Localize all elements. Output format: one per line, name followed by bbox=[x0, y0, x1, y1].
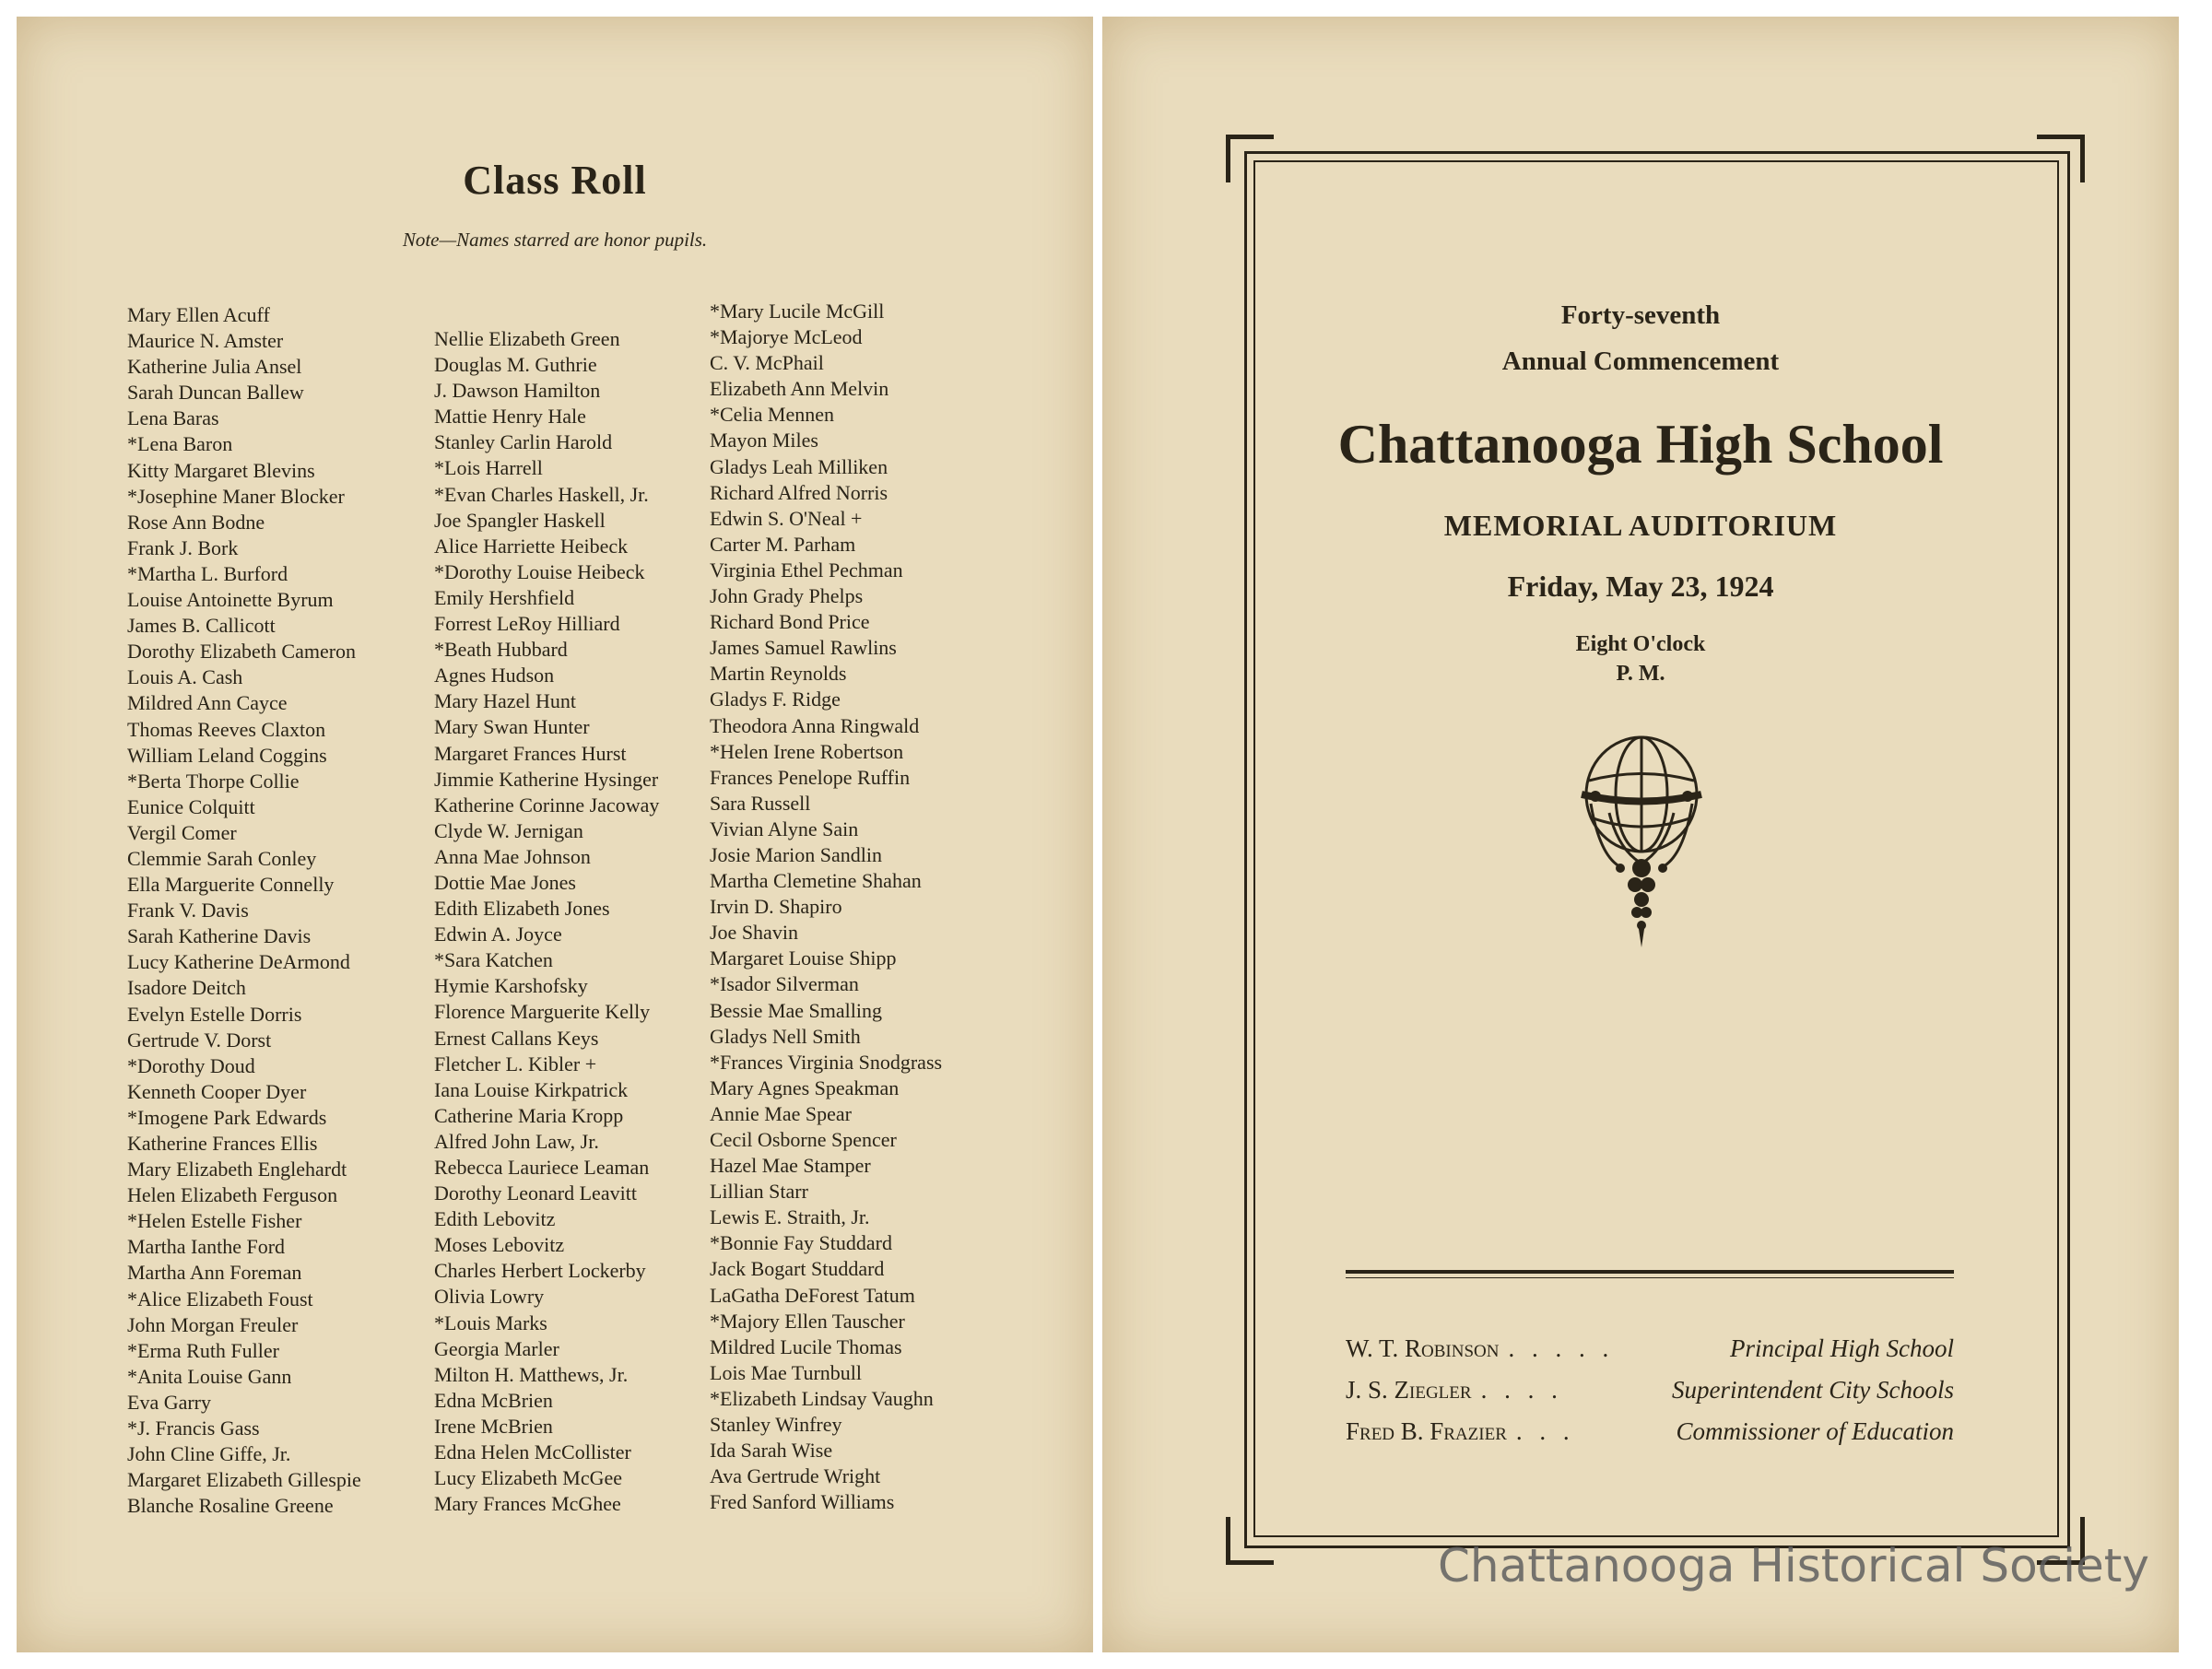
graduate-name: Edith Lebovitz bbox=[434, 1207, 556, 1231]
graduate-name: Mary Ellen Acuff bbox=[127, 303, 270, 326]
graduate-name: John Morgan Freuler bbox=[127, 1312, 299, 1336]
official-title: Superintendent City Schools bbox=[1672, 1376, 1954, 1404]
graduate-name: Margaret Elizabeth Gillespie bbox=[127, 1468, 361, 1492]
divider-rule bbox=[1346, 1270, 1954, 1274]
graduate-name: *Elizabeth Lindsay Vaughn bbox=[710, 1386, 934, 1410]
graduate-name: Mildred Lucile Thomas bbox=[710, 1334, 902, 1358]
honor-note: Note—Names starred are honor pupils. bbox=[402, 229, 708, 251]
graduate-name: Edith Elizabeth Jones bbox=[434, 897, 610, 921]
graduate-name: *Majory Ellen Tauscher bbox=[710, 1309, 905, 1333]
graduate-name: Lena Baras bbox=[127, 406, 219, 430]
graduate-name: Stanley Carlin Harold bbox=[434, 430, 613, 454]
graduate-name: Mary Frances McGhee bbox=[434, 1492, 621, 1516]
graduate-name: Margaret Frances Hurst bbox=[434, 741, 627, 765]
graduate-name: Nellie Elizabeth Green bbox=[434, 327, 620, 350]
graduate-name: Helen Elizabeth Ferguson bbox=[127, 1183, 338, 1207]
graduate-name: Virginia Ethel Pechman bbox=[710, 558, 903, 582]
graduate-name: *Bonnie Fay Studdard bbox=[710, 1231, 892, 1255]
graduate-name: Martin Reynolds bbox=[710, 662, 847, 686]
graduate-name: Mattie Henry Hale bbox=[434, 405, 586, 429]
graduate-name: *Beath Hubbard bbox=[434, 638, 568, 662]
graduate-name: Fred Sanford Williams bbox=[710, 1490, 895, 1514]
ornamental-globe-emblem-icon bbox=[1572, 730, 1711, 951]
graduate-name: Vivian Alyne Sain bbox=[710, 817, 859, 840]
graduate-name: *Dorothy Doud bbox=[127, 1053, 255, 1077]
graduate-name: Edwin A. Joyce bbox=[434, 923, 562, 946]
graduate-name: Forrest LeRoy Hilliard bbox=[434, 612, 620, 636]
graduate-name: Mildred Ann Cayce bbox=[127, 691, 288, 715]
graduate-name: *Berta Thorpe Collie bbox=[127, 769, 300, 793]
graduate-name: Clemmie Sarah Conley bbox=[127, 846, 317, 870]
graduate-name: Edna McBrien bbox=[434, 1388, 553, 1412]
graduate-name: Maurice N. Amster bbox=[127, 329, 284, 353]
graduate-name: *Isador Silverman bbox=[710, 972, 859, 996]
graduate-name: *Frances Virginia Snodgrass bbox=[710, 1050, 943, 1074]
graduate-name: Martha Ann Foreman bbox=[127, 1261, 302, 1285]
graduate-name: Irene McBrien bbox=[434, 1414, 553, 1438]
graduate-name: Milton H. Matthews, Jr. bbox=[434, 1362, 629, 1386]
graduate-name: Emily Hershfield bbox=[434, 585, 575, 609]
graduate-name: Dottie Mae Jones bbox=[434, 870, 576, 894]
event-date: Friday, May 23, 1924 bbox=[1507, 570, 1774, 603]
graduate-name: *Josephine Maner Blocker bbox=[127, 484, 345, 508]
official-row bbox=[1346, 1417, 1954, 1459]
graduate-name: Rose Ann Bodne bbox=[127, 510, 265, 534]
graduate-name: *Anita Louise Gann bbox=[127, 1364, 292, 1388]
graduate-name: James B. Callicott bbox=[127, 614, 276, 638]
graduate-name: Mary Hazel Hunt bbox=[434, 689, 576, 713]
graduate-name: Charles Herbert Lockerby bbox=[434, 1259, 646, 1283]
graduate-name: Florence Marguerite Kelly bbox=[434, 1000, 651, 1024]
graduate-name: LaGatha DeForest Tatum bbox=[710, 1283, 915, 1307]
graduate-name: *Imogene Park Edwards bbox=[127, 1105, 327, 1129]
official-name: J. S. Ziegler bbox=[1346, 1376, 1472, 1404]
graduate-name: Martha Clemetine Shahan bbox=[710, 869, 922, 893]
graduate-name: Vergil Comer bbox=[127, 820, 237, 844]
graduate-name: *Louis Marks bbox=[434, 1311, 547, 1334]
event-meridiem: P. M. bbox=[1616, 662, 1665, 686]
leader-dots: . . . bbox=[1515, 1417, 1575, 1445]
graduate-name: *J. Francis Gass bbox=[127, 1416, 260, 1440]
graduate-name: Mary Agnes Speakman bbox=[710, 1075, 900, 1099]
graduate-name: Gladys F. Ridge bbox=[710, 688, 841, 711]
graduate-name: Katherine Julia Ansel bbox=[127, 355, 302, 379]
anniversary-line: Forty-seventh bbox=[1560, 300, 1721, 330]
official-row bbox=[1346, 1376, 1954, 1417]
graduate-name: Dorothy Elizabeth Cameron bbox=[127, 640, 357, 664]
graduate-name: Bessie Mae Smalling bbox=[710, 998, 882, 1022]
graduate-name: *Alice Elizabeth Foust bbox=[127, 1287, 313, 1311]
graduate-name: Ava Gertrude Wright bbox=[710, 1464, 881, 1488]
graduate-name: Margaret Louise Shipp bbox=[710, 946, 897, 970]
graduate-name: Frances Penelope Ruffin bbox=[710, 765, 911, 789]
graduate-name: Jimmie Katherine Hysinger bbox=[434, 767, 659, 791]
graduate-name: *Majorye McLeod bbox=[710, 325, 863, 349]
graduate-name: Dorothy Leonard Leavitt bbox=[434, 1181, 637, 1205]
divider-rule bbox=[1346, 1277, 1954, 1278]
graduate-name: Edna Helen McCollister bbox=[434, 1440, 631, 1464]
graduate-name: Joe Shavin bbox=[710, 921, 798, 945]
names-column-3 bbox=[710, 299, 942, 1515]
graduate-name: Ida Sarah Wise bbox=[710, 1439, 833, 1463]
graduate-name: Blanche Rosaline Greene bbox=[127, 1494, 334, 1518]
graduate-name: *Lena Baron bbox=[127, 432, 233, 456]
graduate-name: *Helen Estelle Fisher bbox=[127, 1209, 302, 1233]
graduate-name: Fletcher L. Kibler + bbox=[434, 1052, 597, 1075]
graduate-name: Clyde W. Jernigan bbox=[434, 818, 583, 842]
graduate-name: John Grady Phelps bbox=[710, 584, 864, 608]
graduate-name: Carter M. Parham bbox=[710, 532, 856, 556]
corner-ornament bbox=[1226, 1517, 1274, 1565]
watermark: Chattanooga Historical Society bbox=[1438, 1539, 2149, 1593]
graduate-name: James Samuel Rawlins bbox=[710, 636, 897, 660]
graduate-name: Mary Swan Hunter bbox=[434, 715, 590, 739]
graduate-name: Stanley Winfrey bbox=[710, 1413, 842, 1437]
graduate-name: Isadore Deitch bbox=[127, 976, 246, 1000]
graduate-name: Katherine Corinne Jacoway bbox=[434, 793, 660, 817]
corner-ornament bbox=[2037, 135, 2085, 182]
graduate-name: Jack Bogart Studdard bbox=[710, 1257, 885, 1281]
graduate-name: Richard Alfred Norris bbox=[710, 480, 888, 504]
graduate-name: Frank J. Bork bbox=[127, 535, 239, 559]
leader-dots: . . . . . bbox=[1508, 1334, 1615, 1362]
graduate-name: Sara Russell bbox=[710, 791, 811, 815]
graduate-name: *Sara Katchen bbox=[434, 948, 553, 972]
names-column-1 bbox=[127, 302, 361, 1519]
graduate-name: *Evan Charles Haskell, Jr. bbox=[434, 482, 649, 506]
graduate-name: Kitty Margaret Blevins bbox=[127, 458, 315, 482]
graduate-name: Hymie Karshofsky bbox=[434, 974, 588, 998]
official-name: W. T. Robinson bbox=[1346, 1334, 1500, 1362]
graduate-name: Edwin S. O'Neal + bbox=[710, 506, 863, 530]
graduate-name: *Celia Mennen bbox=[710, 403, 835, 427]
graduate-name: Elizabeth Ann Melvin bbox=[710, 377, 889, 401]
graduate-name: *Erma Ruth Fuller bbox=[127, 1338, 279, 1362]
graduate-name: Olivia Lowry bbox=[434, 1285, 545, 1309]
graduate-name: Moses Lebovitz bbox=[434, 1233, 565, 1257]
graduate-name: Evelyn Estelle Dorris bbox=[127, 1002, 302, 1026]
graduate-name: *Dorothy Louise Heibeck bbox=[434, 559, 645, 583]
class-roll-page bbox=[17, 17, 1093, 1652]
event-time: Eight O'clock bbox=[1575, 632, 1706, 656]
graduate-name: Frank V. Davis bbox=[127, 899, 249, 923]
graduate-name: *Mary Lucile McGill bbox=[710, 300, 885, 323]
graduate-name: Annie Mae Spear bbox=[710, 1101, 852, 1125]
graduate-name: Eunice Colquitt bbox=[127, 794, 255, 818]
officials-list bbox=[1346, 1334, 1954, 1459]
commencement-line: Annual Commencement bbox=[1501, 347, 1780, 376]
graduate-name: Rebecca Lauriece Leaman bbox=[434, 1156, 650, 1179]
graduate-name: Hazel Mae Stamper bbox=[710, 1154, 871, 1178]
leader-dots: . . . . bbox=[1480, 1376, 1563, 1404]
graduate-name: Joe Spangler Haskell bbox=[434, 508, 606, 532]
graduate-name: Gladys Nell Smith bbox=[710, 1024, 861, 1048]
graduate-name: Alice Harriette Heibeck bbox=[434, 534, 629, 558]
graduate-name: Gertrude V. Dorst bbox=[127, 1028, 272, 1052]
graduate-name: Iana Louise Kirkpatrick bbox=[434, 1077, 629, 1101]
school-name: Chattanooga High School bbox=[1337, 414, 1944, 475]
graduate-name: Lucy Elizabeth McGee bbox=[434, 1466, 623, 1490]
official-title: Commissioner of Education bbox=[1676, 1417, 1954, 1445]
graduate-name: Richard Bond Price bbox=[710, 610, 870, 634]
venue: MEMORIAL AUDITORIUM bbox=[1443, 509, 1838, 542]
graduate-name: Theodora Anna Ringwald bbox=[710, 713, 920, 737]
program-cover-page bbox=[1102, 17, 2179, 1652]
graduate-name: *Lois Harrell bbox=[434, 456, 543, 480]
graduate-name: Lois Mae Turnbull bbox=[710, 1360, 863, 1384]
graduate-name: Gladys Leah Milliken bbox=[710, 454, 888, 478]
graduate-name: *Martha L. Burford bbox=[127, 561, 288, 585]
graduate-name: Lillian Starr bbox=[710, 1180, 808, 1204]
graduate-name: William Leland Coggins bbox=[127, 743, 327, 767]
graduate-name: Anna Mae Johnson bbox=[434, 844, 591, 868]
graduate-name: Alfred John Law, Jr. bbox=[434, 1129, 599, 1153]
graduate-name: Katherine Frances Ellis bbox=[127, 1132, 318, 1155]
graduate-name: Georgia Marler bbox=[434, 1336, 559, 1360]
graduate-name: Martha Ianthe Ford bbox=[127, 1235, 286, 1259]
official-title: Principal High School bbox=[1730, 1334, 1954, 1362]
graduate-name: C. V. McPhail bbox=[710, 351, 824, 375]
graduate-name: Louise Antoinette Byrum bbox=[127, 588, 334, 612]
graduate-name: Louis A. Cash bbox=[127, 665, 243, 689]
class-roll-title: Class Roll bbox=[463, 158, 647, 203]
names-column-2 bbox=[434, 326, 659, 1517]
graduate-name: Lewis E. Straith, Jr. bbox=[710, 1205, 870, 1229]
corner-ornament bbox=[1226, 135, 1274, 182]
graduate-name: *Helen Irene Robertson bbox=[710, 739, 904, 763]
graduate-name: Mayon Miles bbox=[710, 429, 818, 453]
graduate-name: Mary Elizabeth Englehardt bbox=[127, 1158, 347, 1181]
graduate-name: Kenneth Cooper Dyer bbox=[127, 1079, 307, 1103]
graduate-name: Ernest Callans Keys bbox=[434, 1026, 599, 1050]
graduate-name: John Cline Giffe, Jr. bbox=[127, 1442, 291, 1466]
graduate-name: Thomas Reeves Claxton bbox=[127, 717, 326, 741]
graduate-name: Ella Marguerite Connelly bbox=[127, 873, 335, 897]
graduate-name: Josie Marion Sandlin bbox=[710, 842, 882, 866]
graduate-name: Sarah Katherine Davis bbox=[127, 924, 312, 948]
graduate-name: Irvin D. Shapiro bbox=[710, 895, 842, 919]
graduate-name: Douglas M. Guthrie bbox=[434, 353, 597, 377]
graduate-name: Sarah Duncan Ballew bbox=[127, 381, 304, 405]
graduate-name: J. Dawson Hamilton bbox=[434, 379, 601, 403]
official-row bbox=[1346, 1334, 1954, 1376]
graduate-name: Catherine Maria Kropp bbox=[434, 1103, 624, 1127]
official-name: Fred B. Frazier bbox=[1346, 1417, 1507, 1445]
graduate-name: Agnes Hudson bbox=[434, 664, 555, 688]
graduate-name: Eva Garry bbox=[127, 1390, 212, 1414]
graduate-name: Cecil Osborne Spencer bbox=[710, 1128, 897, 1151]
graduate-name: Lucy Katherine DeArmond bbox=[127, 950, 350, 974]
